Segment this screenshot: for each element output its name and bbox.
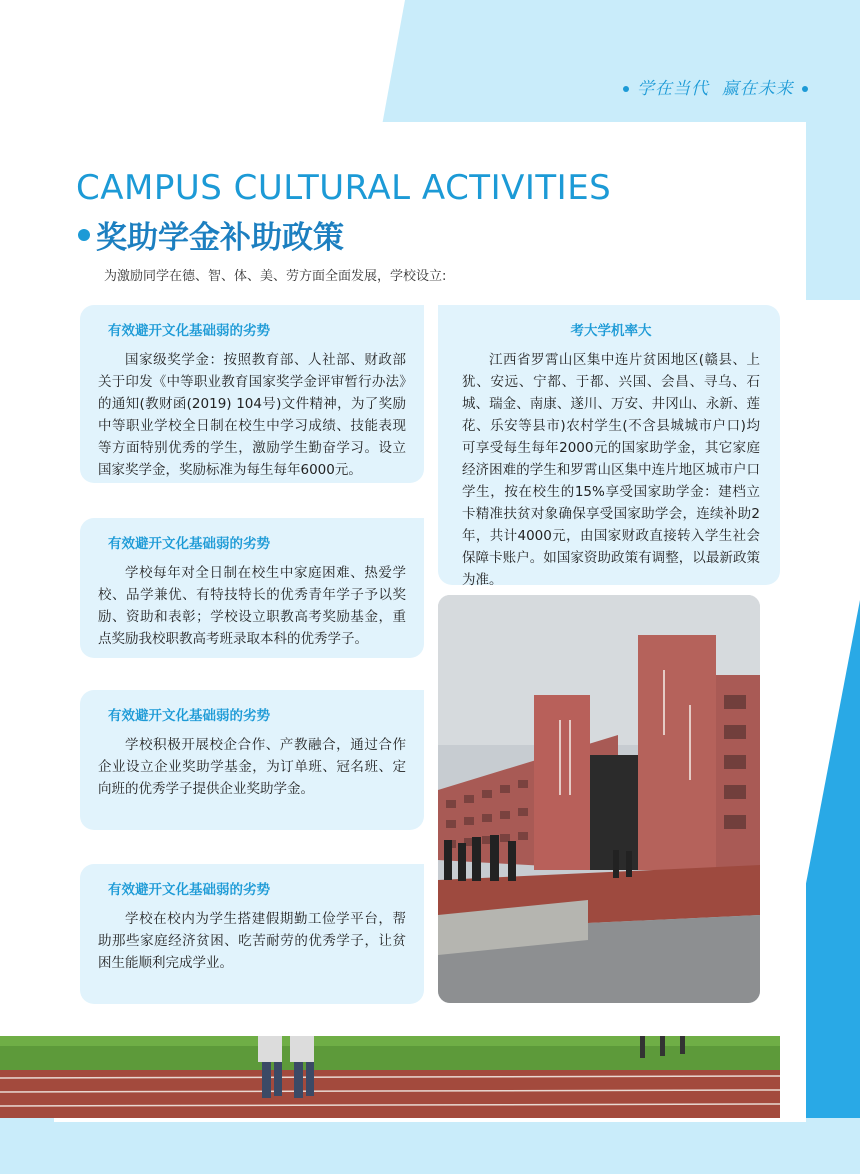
- card-body: 江西省罗霄山区集中连片贫困地区(赣县、上犹、安远、宁都、于都、兴国、会昌、寻乌、石城、瑞金、南康、遂川、万安、井冈山、永新、莲花、乐安等县市)农村学生(不含县城城市户口)均可享受每生每年2000元的国家助学金，其它家庭经济困难的学生和罗霄山区集中连片地区城市户口学生，按在校生的15%享受国家助学金：建档立卡精准扶贫对象确保享受国家助学会，连续补助2年，共计4000元，由国家财政直接转入学生社会保障卡账户。如国家资助政策有调整，以最新政策为准。: [462, 352, 760, 588]
- card-body: 学校每年对全日制在校生中家庭困难、热爱学校、品学兼优、有特技特长的优秀青年学子予以奖励、资助和表彰；学校设立职教高考奖励基金，重点奖励我校职教高考班录取本科的优秀学子。: [98, 565, 406, 647]
- card-heading: 有效避开文化基础弱的劣势: [108, 536, 270, 552]
- policy-card-right: [438, 305, 780, 588]
- card-heading: 有效避开文化基础弱的劣势: [108, 882, 270, 898]
- chinese-title-text: 奖助学金补助政策: [96, 220, 344, 256]
- intro-text: 为激励同学在德、智、体、美、劳方面全面发展，学校设立:: [104, 269, 447, 284]
- campus-building-photo: [438, 595, 760, 1003]
- bullet-dot-icon: [802, 86, 808, 92]
- card-body: 学校积极开展校企合作、产教融合，通过合作企业设立企业奖助学基金，为订单班、冠名班、定向班的优秀学子提供企业奖助学金。: [98, 737, 406, 797]
- policy-card: [80, 690, 424, 830]
- policy-card: [80, 518, 424, 658]
- chinese-title: [78, 212, 344, 257]
- policy-card: [80, 305, 424, 483]
- policy-card: [80, 864, 424, 1004]
- english-title: CAMPUS CULTURAL ACTIVITIES: [76, 168, 612, 208]
- header-slogan: [615, 74, 816, 99]
- bottom-background-band: [0, 1118, 860, 1174]
- slogan-right: 赢在未来: [721, 79, 794, 99]
- card-body: 学校在校内为学生搭建假期勤工俭学平台，帮助那些家庭经济贫困、吃苦耐劳的优秀学子，让贫困生能顺利完成学业。: [98, 911, 406, 971]
- slogan-left: 学在当代: [637, 79, 709, 99]
- bullet-dot-icon: [623, 86, 629, 92]
- card-heading: 考大学机率大: [570, 323, 652, 339]
- title-dot-icon: [78, 229, 90, 241]
- card-heading: 有效避开文化基础弱的劣势: [108, 708, 270, 724]
- card-heading: 有效避开文化基础弱的劣势: [108, 323, 270, 339]
- card-body: 国家级奖学金：按照教育部、人社部、财政部关于印发《中等职业教育国家奖学金评审暂行办法》的通知(教财函(2019) 104号)文件精神，为了奖励中等职业学校全日制在校生中学习成绩、技能表现等方面特别优秀的学生，激励学生勤奋学习。设立国家奖学金，奖励标准为每生每年6000元。: [98, 352, 406, 478]
- running-track-photo: [0, 1036, 780, 1118]
